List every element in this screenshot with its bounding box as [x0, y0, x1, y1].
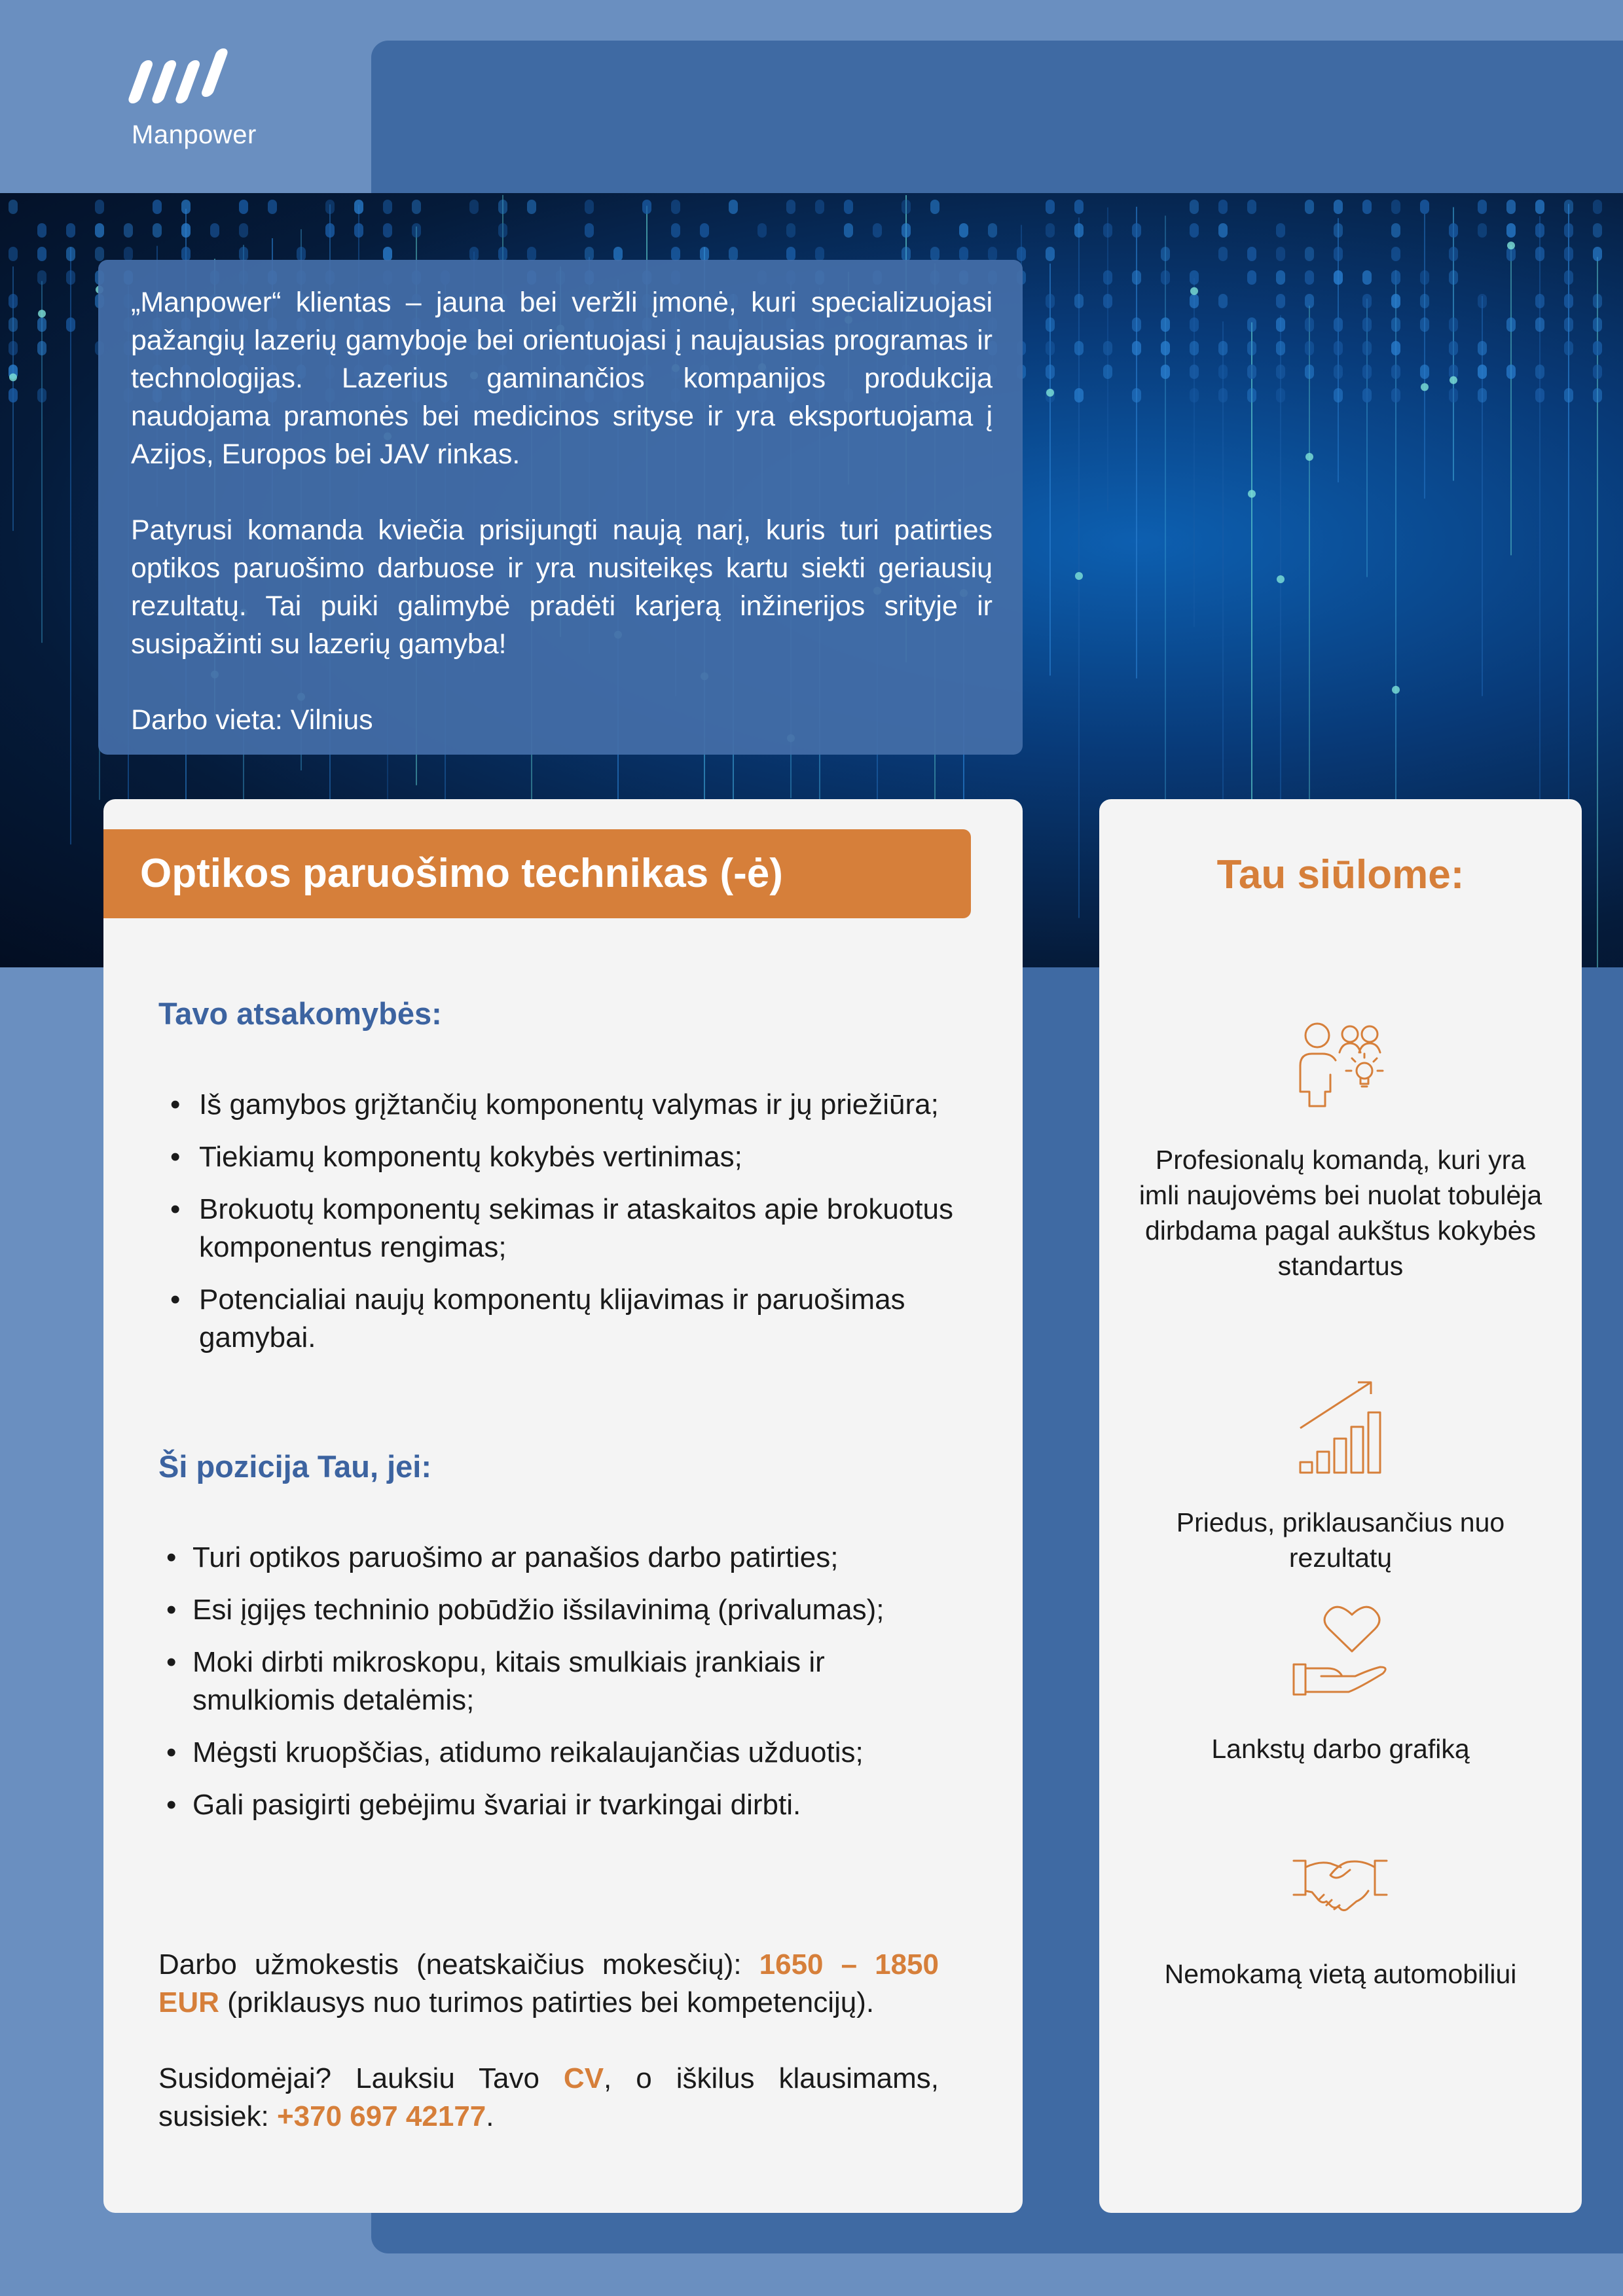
requirements-heading: Ši pozicija Tau, jei: — [158, 1449, 431, 1484]
job-title: Optikos paruošimo technikas (-ė) — [103, 829, 971, 918]
rain-dot — [1190, 388, 1199, 403]
rain-dot — [1046, 341, 1055, 355]
rain-dot — [1535, 200, 1544, 214]
rain-dot — [1593, 317, 1602, 332]
rain-dot — [383, 247, 392, 261]
intro-box — [98, 260, 1023, 755]
rain-dot — [1506, 365, 1516, 379]
rain-dot — [786, 247, 795, 261]
rain-dot — [124, 247, 133, 261]
rain-dot — [1564, 200, 1573, 214]
rain-dot — [1391, 365, 1400, 379]
rain-dot — [700, 247, 709, 261]
rain-dot — [498, 200, 507, 214]
rain-dot — [671, 200, 680, 214]
rain-dot — [1334, 200, 1343, 214]
rain-dot — [1161, 247, 1170, 261]
rain-dot — [527, 247, 536, 261]
rain-dot — [1535, 317, 1544, 332]
rain-dot — [988, 223, 997, 238]
rain-dot — [1247, 365, 1256, 379]
rain-dot — [1478, 341, 1487, 355]
list-item: • Brokuotų komponentų sekimas ir ataskaitos apie brokuotus komponentus rengimas; — [158, 1191, 970, 1266]
rain-dot — [902, 247, 911, 261]
benefit-text: Priedus, priklausančius nuo rezultatų — [1176, 1507, 1505, 1573]
rain-dot — [815, 200, 824, 214]
rain-dot — [469, 247, 479, 261]
rain-dot — [1276, 270, 1285, 285]
rain-dot — [1305, 341, 1314, 355]
rain-dot — [786, 200, 795, 214]
rain-dot — [1218, 200, 1228, 214]
rain-dot — [1276, 247, 1285, 261]
rain-dot — [1190, 365, 1199, 379]
rain-dot — [239, 247, 248, 261]
rain-dot — [1391, 294, 1400, 308]
rain-dot — [498, 247, 507, 261]
rain-dot — [1362, 365, 1372, 379]
rain-dot — [1449, 341, 1458, 355]
rain-node — [9, 373, 17, 381]
rain-dot — [1449, 247, 1458, 261]
rain-dot — [1362, 317, 1372, 332]
rain-dot — [412, 200, 421, 214]
rain-dot — [9, 388, 18, 403]
rain-node — [38, 310, 46, 317]
rain-dot — [1449, 270, 1458, 285]
rain-dot — [1391, 388, 1400, 403]
cv-link[interactable]: CV — [563, 2062, 604, 2094]
rain-dot — [1046, 247, 1055, 261]
rain-dot — [354, 223, 363, 238]
rain-dot — [844, 200, 853, 214]
rain-dot — [1132, 388, 1141, 403]
rain-dot — [1074, 223, 1084, 238]
rain-node — [1450, 376, 1457, 384]
rain-dot — [786, 223, 795, 238]
rain-dot — [1132, 223, 1141, 238]
intro-paragraph-1: „Manpower“ klientas – jauna bei veržli įmonė, kuri specializuojasi pažangių lazerių gamyboje bei orientuojasi į naujausias programas ir technologijas. Lazerius gaminančios kompanijos produkcija naudojama pramonės bei medicinos srityse ir yra eksportuojama į Azijos, Europos bei JAV rinkas. — [131, 287, 993, 470]
rain-dot — [1535, 223, 1544, 238]
rain-dot — [1420, 200, 1429, 214]
rain-dot — [1334, 388, 1343, 403]
rain-dot — [1218, 388, 1228, 403]
rain-dot — [729, 200, 738, 214]
rain-dot — [95, 200, 104, 214]
rain-dot — [1218, 223, 1228, 238]
benefit-text: Lankstų darbo grafiką — [1211, 1734, 1470, 1764]
rain-dot — [66, 270, 75, 285]
rain-dot — [1506, 223, 1516, 238]
rain-dot — [325, 200, 335, 214]
rain-dot — [1478, 388, 1487, 403]
rain-dot — [902, 200, 911, 214]
rain-node — [1277, 575, 1285, 583]
rain-dot — [124, 223, 133, 238]
rain-dot — [1564, 388, 1573, 403]
apply-info — [158, 2060, 939, 2136]
rain-dot — [1017, 247, 1026, 261]
rain-dot — [1449, 223, 1458, 238]
rain-dot — [153, 223, 162, 238]
rain-dot — [1449, 317, 1458, 332]
rain-dot — [1103, 270, 1112, 285]
rain-dot — [153, 200, 162, 214]
apply-middle: , o iškilus klausimams, susisiek: — [158, 2062, 939, 2132]
rain-dot — [1161, 341, 1170, 355]
rain-dot — [37, 388, 46, 403]
rain-dot — [1247, 341, 1256, 355]
rain-dot — [1420, 294, 1429, 308]
apply-suffix: . — [486, 2100, 494, 2132]
rain-dot — [1564, 294, 1573, 308]
rain-dot — [354, 200, 363, 214]
rain-dot — [1190, 270, 1199, 285]
rain-dot — [1334, 270, 1343, 285]
team-idea-icon — [1291, 1018, 1389, 1117]
header-panel — [371, 41, 1623, 193]
rain-dot — [1132, 341, 1141, 355]
rain-dot — [873, 223, 882, 238]
rain-dot — [66, 247, 75, 261]
rain-dot — [181, 200, 191, 214]
rain-dot — [1103, 294, 1112, 308]
rain-dot — [1391, 247, 1400, 261]
rain-dot — [1218, 247, 1228, 261]
list-item: • Turi optikos paruošimo ar panašios darbo patirties; — [158, 1539, 970, 1577]
rain-dot — [1276, 223, 1285, 238]
rain-dot — [181, 223, 191, 238]
rain-dot — [700, 223, 709, 238]
rain-node — [1046, 389, 1054, 397]
rain-dot — [37, 270, 46, 285]
rain-node — [1392, 686, 1400, 694]
rain-dot — [1535, 247, 1544, 261]
rain-dot — [1103, 223, 1112, 238]
rain-dot — [1593, 247, 1602, 261]
rain-dot — [1161, 317, 1170, 332]
rain-dot — [1276, 388, 1285, 403]
rain-dot — [1506, 317, 1516, 332]
rain-dot — [1190, 200, 1199, 214]
rain-dot — [1535, 388, 1544, 403]
rain-dot — [1190, 223, 1199, 238]
rain-dot — [1046, 223, 1055, 238]
rain-dot — [1334, 365, 1343, 379]
rain-dot — [1247, 270, 1256, 285]
rain-dot — [1305, 270, 1314, 285]
heart-hand-icon — [1291, 1602, 1389, 1700]
rain-dot — [1305, 247, 1314, 261]
rain-dot — [1535, 294, 1544, 308]
rain-dot — [498, 223, 507, 238]
rain-dot — [1593, 341, 1602, 355]
rain-dot — [9, 317, 18, 332]
rain-dot — [1334, 247, 1343, 261]
rain-dot — [1247, 200, 1256, 214]
rain-dot — [1391, 341, 1400, 355]
rain-dot — [1391, 317, 1400, 332]
rain-dot — [9, 341, 18, 355]
rain-dot — [1276, 365, 1285, 379]
rain-dot — [959, 223, 968, 238]
salary-value: 1650 – 1850 EUR — [158, 1948, 939, 2018]
salary-prefix: Darbo užmokestis (neatskaičius mokesčių): — [158, 1948, 759, 1981]
rain-dot — [1564, 341, 1573, 355]
manpower-logo-mark-icon — [128, 47, 259, 113]
list-item: • Tiekiamų komponentų kokybės vertinimas; — [158, 1138, 970, 1176]
rain-dot — [1334, 341, 1343, 355]
rain-dot — [1420, 365, 1429, 379]
rain-dot — [585, 247, 594, 261]
rain-dot — [1362, 341, 1372, 355]
rain-dot — [930, 200, 939, 214]
growth-chart-icon — [1291, 1378, 1389, 1477]
rain-dot — [671, 247, 680, 261]
rain-dot — [1593, 200, 1602, 214]
rain-dot — [1132, 317, 1141, 332]
rain-dot — [642, 200, 651, 214]
rain-dot — [412, 223, 421, 238]
rain-dot — [1247, 317, 1256, 332]
rain-dot — [181, 247, 191, 261]
rain-dot — [930, 247, 939, 261]
rain-dot — [1564, 223, 1573, 238]
list-item: • Mėgsti kruopščias, atidumo reikalaujančias užduotis; — [158, 1734, 970, 1772]
rain-dot — [383, 200, 392, 214]
rain-dot — [1334, 317, 1343, 332]
rain-dot — [37, 317, 46, 332]
rain-dot — [66, 317, 75, 332]
rain-dot — [1535, 365, 1544, 379]
rain-dot — [815, 247, 824, 261]
rain-dot — [1074, 294, 1084, 308]
benefit-text: Profesionalų komandą, kuri yra imli naujovėms bei nuolat tobulėja dirbdama pagal aukštus kokybės standartus — [1139, 1145, 1542, 1281]
rain-dot — [95, 223, 104, 238]
rain-dot — [1103, 341, 1112, 355]
rain-dot — [95, 247, 104, 261]
rain-node — [1190, 287, 1198, 295]
rain-dot — [1593, 223, 1602, 238]
apply-prefix: Susidomėjai? Lauksiu Tavo — [158, 2062, 564, 2094]
rain-dot — [1218, 365, 1228, 379]
rain-dot — [9, 294, 18, 308]
rain-dot — [325, 223, 335, 238]
rain-dot — [1564, 270, 1573, 285]
rain-dot — [66, 223, 75, 238]
rain-dot — [1362, 200, 1372, 214]
handshake-icon — [1291, 1846, 1389, 1918]
rain-dot — [1218, 341, 1228, 355]
intro-paragraph-2: Patyrusi komanda kviečia prisijungti naują narį, kuris turi patirties optikos paruošimo darbuose ir yra nusiteikęs kartu siekti geriausių rezultatų. Tai puiki galimybė pradėti karjerą inžinerijos srityje ir susipažinti su lazerių gamyba! — [131, 514, 993, 660]
rain-dot — [585, 223, 594, 238]
rain-dot — [1074, 341, 1084, 355]
rain-dot — [1362, 294, 1372, 308]
rain-dot — [1593, 388, 1602, 403]
rain-dot — [210, 223, 219, 238]
rain-dot — [1506, 200, 1516, 214]
rain-dot — [1190, 294, 1199, 308]
rain-dot — [37, 223, 46, 238]
salary-suffix: (priklausys nuo turimos patirties bei kompetencijų). — [219, 1986, 875, 2018]
rain-dot — [1564, 317, 1573, 332]
responsibilities-list — [158, 1086, 970, 1371]
rain-node — [1075, 572, 1083, 580]
phone-number[interactable]: +370 697 42177 — [276, 2100, 486, 2132]
rain-dot — [383, 223, 392, 238]
rain-dot — [1449, 388, 1458, 403]
rain-node — [1507, 242, 1515, 249]
rain-dot — [1247, 388, 1256, 403]
rain-dot — [844, 223, 853, 238]
rain-dot — [268, 200, 277, 214]
rain-dot — [757, 223, 767, 238]
rain-dot — [1362, 388, 1372, 403]
logo-text: Manpower — [132, 120, 257, 149]
rain-dot — [239, 223, 248, 238]
rain-dot — [1391, 270, 1400, 285]
rain-dot — [9, 200, 18, 214]
rain-dot — [1305, 365, 1314, 379]
rain-dot — [1132, 270, 1141, 285]
rain-dot — [1305, 200, 1314, 214]
rain-dot — [729, 247, 738, 261]
rain-dot — [959, 247, 968, 261]
rain-dot — [297, 247, 306, 261]
rain-dot — [1478, 200, 1487, 214]
rain-dot — [1276, 294, 1285, 308]
rain-dot — [9, 247, 18, 261]
list-item: • Potencialiai naujų komponentų klijavimas ir paruošimas gamybai. — [158, 1281, 970, 1357]
rain-dot — [1046, 294, 1055, 308]
rain-dot — [1391, 223, 1400, 238]
rain-dot — [1478, 223, 1487, 238]
rain-dot — [527, 200, 536, 214]
rain-dot — [1420, 317, 1429, 332]
rain-dot — [1420, 270, 1429, 285]
list-item: • Gali pasigirti gebėjimu švariai ir tvarkingai dirbti. — [158, 1786, 970, 1824]
responsibilities-heading: Tavo atsakomybės: — [158, 996, 442, 1031]
rain-dot — [1046, 317, 1055, 332]
list-item: • Esi įgijęs techninio pobūdžio išsilavinimą (privalumas); — [158, 1591, 970, 1629]
rain-dot — [1564, 247, 1573, 261]
offer-card — [1099, 799, 1582, 2213]
rain-dot — [1161, 270, 1170, 285]
rain-dot — [1074, 200, 1084, 214]
offer-title: Tau siūlome: — [1216, 852, 1465, 897]
rain-dot — [1305, 317, 1314, 332]
rain-dot — [1334, 223, 1343, 238]
rain-dot — [1593, 294, 1602, 308]
rain-dot — [1190, 317, 1199, 332]
rain-dot — [37, 341, 46, 355]
rain-dot — [1247, 247, 1256, 261]
rain-dot — [1391, 200, 1400, 214]
rain-dot — [1161, 365, 1170, 379]
rain-dot — [1190, 341, 1199, 355]
rain-node — [1248, 490, 1256, 498]
benefit-text: Nemokamą vietą automobiliui — [1164, 1959, 1517, 1989]
rain-dot — [671, 223, 680, 238]
rain-dot — [1046, 200, 1055, 214]
rain-dot — [1478, 365, 1487, 379]
manpower-logo — [128, 47, 259, 152]
rain-dot — [1276, 341, 1285, 355]
rain-dot — [37, 247, 46, 261]
list-item: • Iš gamybos grįžtančių komponentų valymas ir jų priežiūra; — [158, 1086, 970, 1124]
rain-dot — [1218, 294, 1228, 308]
rain-dot — [1593, 365, 1602, 379]
rain-dot — [613, 247, 623, 261]
rain-dot — [1103, 365, 1112, 379]
work-location: Darbo vieta: Vilnius — [131, 704, 373, 736]
rain-dot — [902, 223, 911, 238]
rain-dot — [239, 200, 248, 214]
job-card — [103, 799, 1023, 2213]
rain-dot — [469, 200, 479, 214]
rain-node — [1305, 453, 1313, 461]
rain-node — [1421, 383, 1429, 391]
rain-dot — [585, 200, 594, 214]
rain-dot — [1276, 317, 1285, 332]
requirements-list — [158, 1539, 970, 1839]
salary-info — [158, 1946, 939, 2022]
rain-dot — [1046, 365, 1055, 379]
rain-dot — [988, 247, 997, 261]
rain-dot — [1074, 388, 1084, 403]
rain-dot — [1362, 270, 1372, 285]
rain-dot — [1478, 294, 1487, 308]
rain-dot — [1305, 294, 1314, 308]
list-item: • Moki dirbti mikroskopu, kitais smulkiais įrankiais ir smulkiomis detalėmis; — [158, 1643, 970, 1719]
